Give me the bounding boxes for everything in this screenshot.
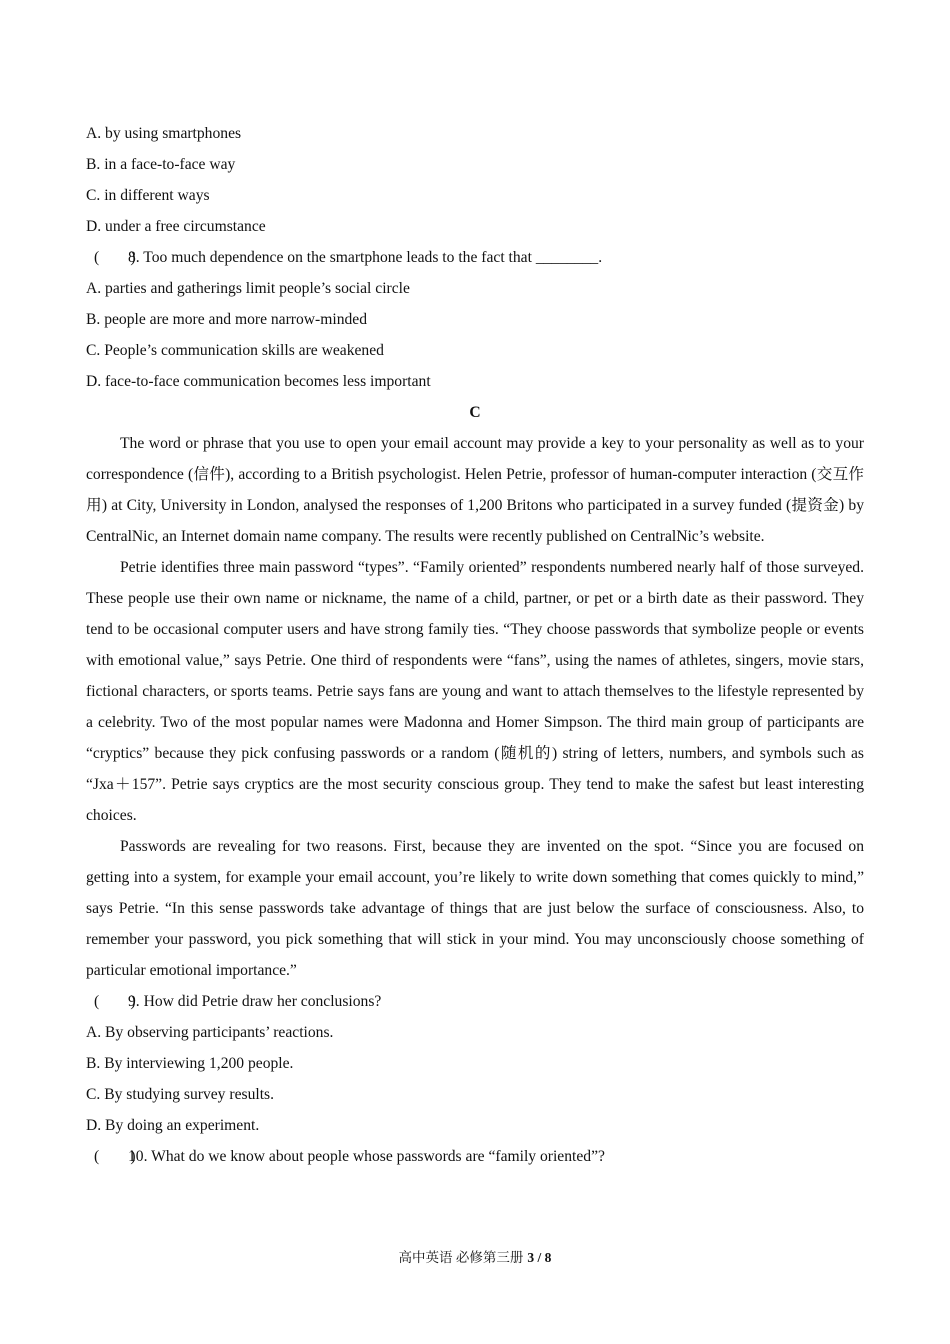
passage-paragraph-2: Petrie identifies three main password “types”. “Family oriented” respondents numbered nearly half of those surveyed. These people use their own name or nickname, the name of a child, partner, or pet or a birth date as their password. They tend to be occasional computer users and have strong family ties. “They choose passwords that symbolize people or events with emotional value,” says Petrie. One third of respondents were “fans”, using the names of athletes, singers, movie stars, fictional characters, or sports teams. Petrie says fans are young and want to attach themselves to the lifestyle represented by a celebrity. Two of the most popular names were Madonna and Homer Simpson. The third main group of participants are “cryptics” because they pick confusing passwords or a random (随机的) string of letters, numbers, and symbols such as “Jxa＋157”. Petrie says cryptics are the most security conscious group. They tend to make the safest but least interesting choices. — [86, 559, 864, 824]
q9-option-d: D. By doing an experiment. — [86, 1117, 260, 1134]
q7-option-b: B. in a face-to-face way — [86, 156, 236, 173]
q9-option-c: C. By studying survey results. — [86, 1086, 274, 1103]
q9-option-b: B. By interviewing 1,200 people. — [86, 1055, 294, 1072]
question-10 — [86, 1141, 864, 1172]
document-body — [86, 118, 864, 1172]
question-9 — [86, 986, 864, 1017]
q7-option-d: D. under a free circumstance — [86, 218, 266, 235]
q8-option-c: C. People’s communication skills are weakened — [86, 342, 384, 359]
page-footer — [0, 1246, 950, 1266]
question-10-text: 10. What do we know about people whose passwords are “family oriented”? — [128, 1148, 605, 1165]
page-number: 3 / 8 — [527, 1250, 552, 1265]
answer-blank: ( ) — [94, 1148, 136, 1165]
q7-option-c: C. in different ways — [86, 187, 210, 204]
question-9-text: 9. How did Petrie draw her conclusions? — [128, 993, 382, 1010]
passage-paragraph-3: Passwords are revealing for two reasons. First, because they are invented on the spot. “Since you are focused on getting into a system, for example your email account, you’re likely to write down something that comes quickly to mind,” says Petrie. “In this sense passwords take advantage of things that are just below the surface of consciousness. Also, to remember your password, you pick something that will stick in your mind. You may unconsciously choose something of particular emotional importance.” — [86, 838, 864, 979]
q9-option-a: A. By observing participants’ reactions. — [86, 1024, 334, 1041]
question-8-text: 8. Too much dependence on the smartphone leads to the fact that ________. — [128, 249, 603, 266]
q8-option-b: B. people are more and more narrow-minded — [86, 311, 368, 328]
q8-option-a: A. parties and gatherings limit people’s social circle — [86, 280, 410, 297]
passage-paragraph-1: The word or phrase that you use to open your email account may provide a key to your personality as well as to your correspondence (信件), according to a British psychologist. Helen Petrie, professor of human-computer interaction (交互作用) at City, University in London, analysed the responses of 1,200 Britons who participated in a survey funded (提资金) by CentralNic, an Internet domain name company. The results were recently published on CentralNic’s website. — [86, 435, 864, 545]
question-8 — [86, 242, 864, 273]
answer-blank: ( ) — [94, 249, 136, 266]
section-title: C — [469, 404, 481, 421]
footer-title: 高中英语 必修第三册 — [398, 1250, 524, 1265]
q8-option-d: D. face-to-face communication becomes less important — [86, 373, 431, 390]
answer-blank: ( ) — [94, 993, 136, 1010]
q7-option-a: A. by using smartphones — [86, 125, 242, 142]
